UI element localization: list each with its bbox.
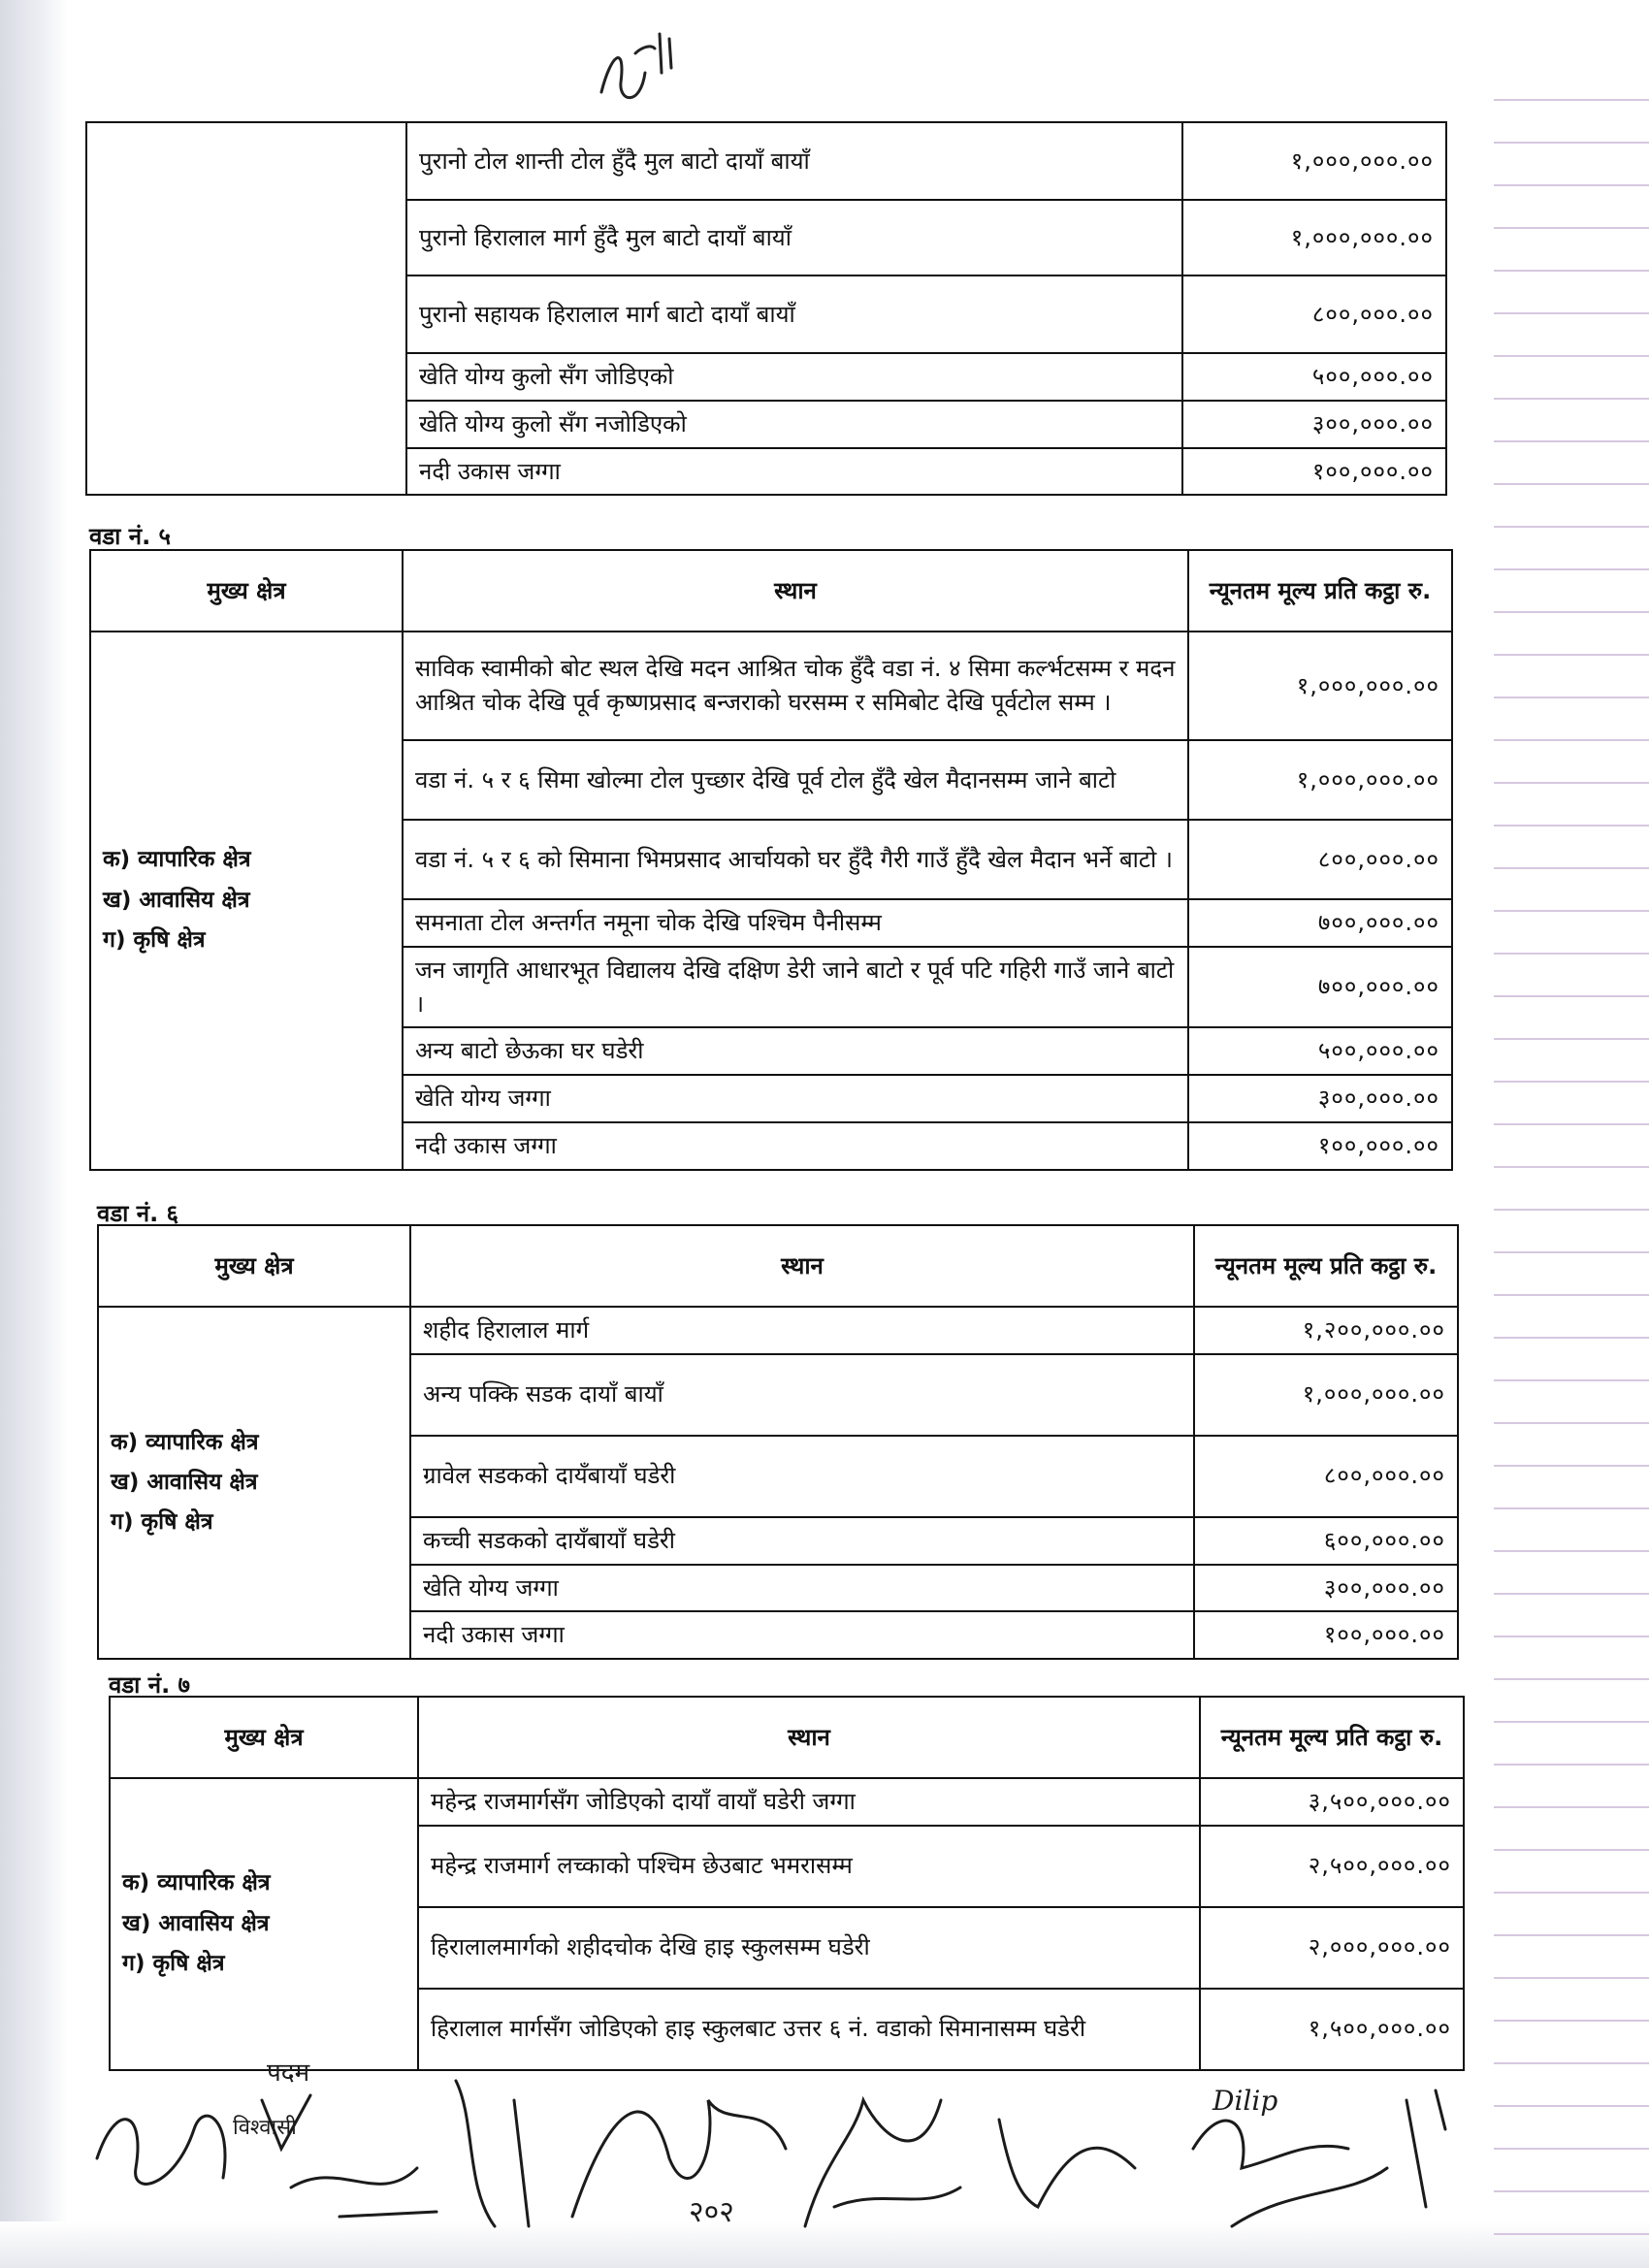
amount-cell: १,०००,०००.००	[1182, 122, 1446, 200]
signature-4	[572, 2100, 786, 2217]
signature-note-3: २०२	[689, 2195, 734, 2229]
amount-cell: १००,०००.००	[1182, 448, 1446, 496]
signature-note-2: विश्वासी	[233, 2116, 297, 2140]
header-place: स्थान	[403, 550, 1188, 632]
place-cell: खेति योग्य जग्गा	[403, 1075, 1188, 1122]
zone-agricultural: ग) कृषि क्षेत्र	[111, 1509, 213, 1536]
ward-7-label: वडा नं. ७	[109, 1671, 191, 1699]
signature-note-4: Dilip	[1212, 2085, 1278, 2117]
ward-6-rate-table	[97, 1224, 1459, 1660]
zone-residential: ख) आवासिय क्षेत्र	[111, 1469, 258, 1495]
table-header-row	[110, 1697, 1464, 1778]
table-header-row	[90, 550, 1452, 632]
place-cell: पुरानो टोल शान्ती टोल हुँदै मुल बाटो दायाँ बायाँ	[406, 122, 1182, 200]
ward-7-rate-table	[109, 1696, 1465, 2071]
handwritten-page-mark	[582, 15, 698, 121]
place-cell: पुरानो हिरालाल मार्ग हुँदै मुल बाटो दायाँ बायाँ	[406, 200, 1182, 275]
amount-cell: २,५००,०००.००	[1200, 1826, 1464, 1907]
place-cell: नदी उकास जग्गा	[406, 448, 1182, 496]
place-cell: खेति योग्य जग्गा	[410, 1565, 1194, 1612]
zone-cell-empty	[86, 122, 406, 495]
table-row	[86, 122, 1446, 200]
place-cell: वडा नं. ५ र ६ सिमा खोल्मा टोल पुच्छार देखि पूर्व टोल हुँदै खेल मैदानसम्म जाने बाटो	[403, 740, 1188, 820]
place-cell: वडा नं. ५ र ६ को सिमाना भिमप्रसाद आर्चायको घर हुँदै गैरी गाउँ हुँदै खेल मैदान भर्ने बाटो ।	[403, 820, 1188, 899]
place-cell: अन्य बाटो छेऊका घर घडेरी	[403, 1027, 1188, 1075]
place-cell: ग्रावेल सडकको दायँबायाँ घडेरी	[410, 1436, 1194, 1517]
amount-cell: ५००,०००.००	[1182, 353, 1446, 401]
zone-commercial: क) व्यापारिक क्षेत्र	[103, 847, 251, 873]
header-place: स्थान	[418, 1697, 1200, 1778]
amount-cell: १,०००,०००.००	[1188, 632, 1452, 740]
amount-cell: ८००,०००.००	[1194, 1436, 1458, 1517]
zone-agricultural: ग) कृषि क्षेत्र	[103, 927, 206, 954]
amount-cell: १००,०००.००	[1194, 1611, 1458, 1659]
zone-cell	[98, 1307, 410, 1659]
zone-commercial: क) व्यापारिक क्षेत्र	[111, 1429, 259, 1455]
place-cell: महेन्द्र राजमार्ग लच्काको पश्चिम छेउबाट भमरासम्म	[418, 1826, 1200, 1907]
header-zone: मुख्य क्षेत्र	[110, 1697, 418, 1778]
header-min-value: न्यूनतम मूल्य प्रति कट्ठा रु.	[1200, 1697, 1464, 1778]
amount-cell: १,०००,०००.००	[1188, 740, 1452, 820]
place-cell: साविक स्वामीको बोट स्थल देखि मदन आश्रित चोक हुँदै वडा नं. ४ सिमा कर्ल्भटसम्म र मदन आश्रित चोक देखि पूर्व कृष्णप्रसाद बन्जराको घरसम्म र समिबोट देखि पूर्वटोल सम्म ।	[403, 632, 1188, 740]
ward-5-rate-table	[89, 549, 1453, 1171]
amount-cell: ७००,०००.००	[1188, 899, 1452, 947]
amount-cell: १,२००,०००.००	[1194, 1307, 1458, 1354]
signature-7	[1193, 2121, 1348, 2168]
zone-commercial: क) व्यापारिक क्षेत्र	[122, 1870, 271, 1896]
place-cell: शहीद हिरालाल मार्ग	[410, 1307, 1194, 1354]
amount-cell: १,०००,०००.००	[1194, 1354, 1458, 1436]
amount-cell: २,०००,०००.००	[1200, 1907, 1464, 1989]
place-cell: खेति योग्य कुलो सँग जोडिएको	[406, 353, 1182, 401]
place-cell: अन्य पक्कि सडक दायाँ बायाँ	[410, 1354, 1194, 1436]
table-row	[90, 632, 1452, 740]
amount-cell: ८००,०००.००	[1182, 275, 1446, 353]
table-header-row	[98, 1225, 1458, 1307]
amount-cell: ८००,०००.००	[1188, 820, 1452, 899]
signature-note-1: पदम	[267, 2058, 310, 2088]
place-cell: पुरानो सहायक हिरालाल मार्ग बाटो दायाँ बायाँ	[406, 275, 1182, 353]
zone-cell	[90, 632, 403, 1170]
place-cell: नदी उकास जग्गा	[403, 1122, 1188, 1170]
amount-cell: १००,०००.००	[1188, 1122, 1452, 1170]
table-row	[98, 1307, 1458, 1354]
header-min-value: न्यूनतम मूल्य प्रति कट्ठा रु.	[1194, 1225, 1458, 1307]
amount-cell: १,०००,०००.००	[1182, 200, 1446, 275]
header-place: स्थान	[410, 1225, 1194, 1307]
place-cell: हिरालाल मार्गसँग जोडिएको हाइ स्कुलबाट उत्तर ६ नं. वडाको सिमानासम्म घडेरी	[418, 1989, 1200, 2070]
amount-cell: १,५००,०००.००	[1200, 1989, 1464, 2070]
signature-2	[262, 2095, 436, 2217]
ward-6-label: वडा नं. ६	[97, 1200, 179, 1227]
signatures-area	[87, 2042, 1465, 2236]
place-cell: हिरालालमार्गको शहीदचोक देखि हाइ स्कुलसम्म घडेरी	[418, 1907, 1200, 1989]
signature-6	[999, 2120, 1135, 2207]
page-mark-text: भरे।	[592, 105, 612, 120]
place-cell: कच्ची सडकको दायँबायाँ घडेरी	[410, 1517, 1194, 1565]
place-cell: महेन्द्र राजमार्गसँग जोडिएको दायाँ वायाँ घडेरी जग्गा	[418, 1778, 1200, 1826]
ruled-notebook-edge	[1494, 58, 1649, 2241]
header-zone: मुख्य क्षेत्र	[98, 1225, 410, 1307]
amount-cell: ५००,०००.००	[1188, 1027, 1452, 1075]
amount-cell: ३००,०००.००	[1188, 1075, 1452, 1122]
signature-1	[97, 2116, 225, 2184]
amount-cell: ६००,०००.००	[1194, 1517, 1458, 1565]
ward-5-label: वडा नं. ५	[89, 523, 172, 550]
amount-cell: ३००,०००.००	[1194, 1565, 1458, 1612]
table-row	[110, 1778, 1464, 1826]
paper-shadow-left	[0, 0, 68, 2268]
amount-cell: ३,५००,०००.००	[1200, 1778, 1464, 1826]
amount-cell: ७००,०००.००	[1188, 947, 1452, 1028]
place-cell: समनाता टोल अन्तर्गत नमूना चोक देखि पश्चिम पैनीसम्म	[403, 899, 1188, 947]
zone-residential: ख) आवासिय क्षेत्र	[103, 887, 250, 913]
place-cell: जन जागृति आधारभूत विद्यालय देखि दक्षिण डेरी जाने बाटो र पूर्व पटि गहिरी गाउँ जाने बाटो ।	[403, 947, 1188, 1028]
signature-5	[805, 2100, 960, 2226]
zone-residential: ख) आवासिय क्षेत्र	[122, 1910, 270, 1936]
continued-rate-table	[85, 121, 1447, 496]
amount-cell: ३००,०००.००	[1182, 401, 1446, 448]
header-zone: मुख्य क्षेत्र	[90, 550, 403, 632]
place-cell: खेति योग्य कुलो सँग नजोडिएको	[406, 401, 1182, 448]
header-min-value: न्यूनतम मूल्य प्रति कट्ठा रु.	[1188, 550, 1452, 632]
signature-3	[456, 2081, 529, 2226]
zone-cell	[110, 1778, 418, 2070]
zone-agricultural: ग) कृषि क्षेत्र	[122, 1951, 225, 1977]
place-cell: नदी उकास जग्गा	[410, 1611, 1194, 1659]
